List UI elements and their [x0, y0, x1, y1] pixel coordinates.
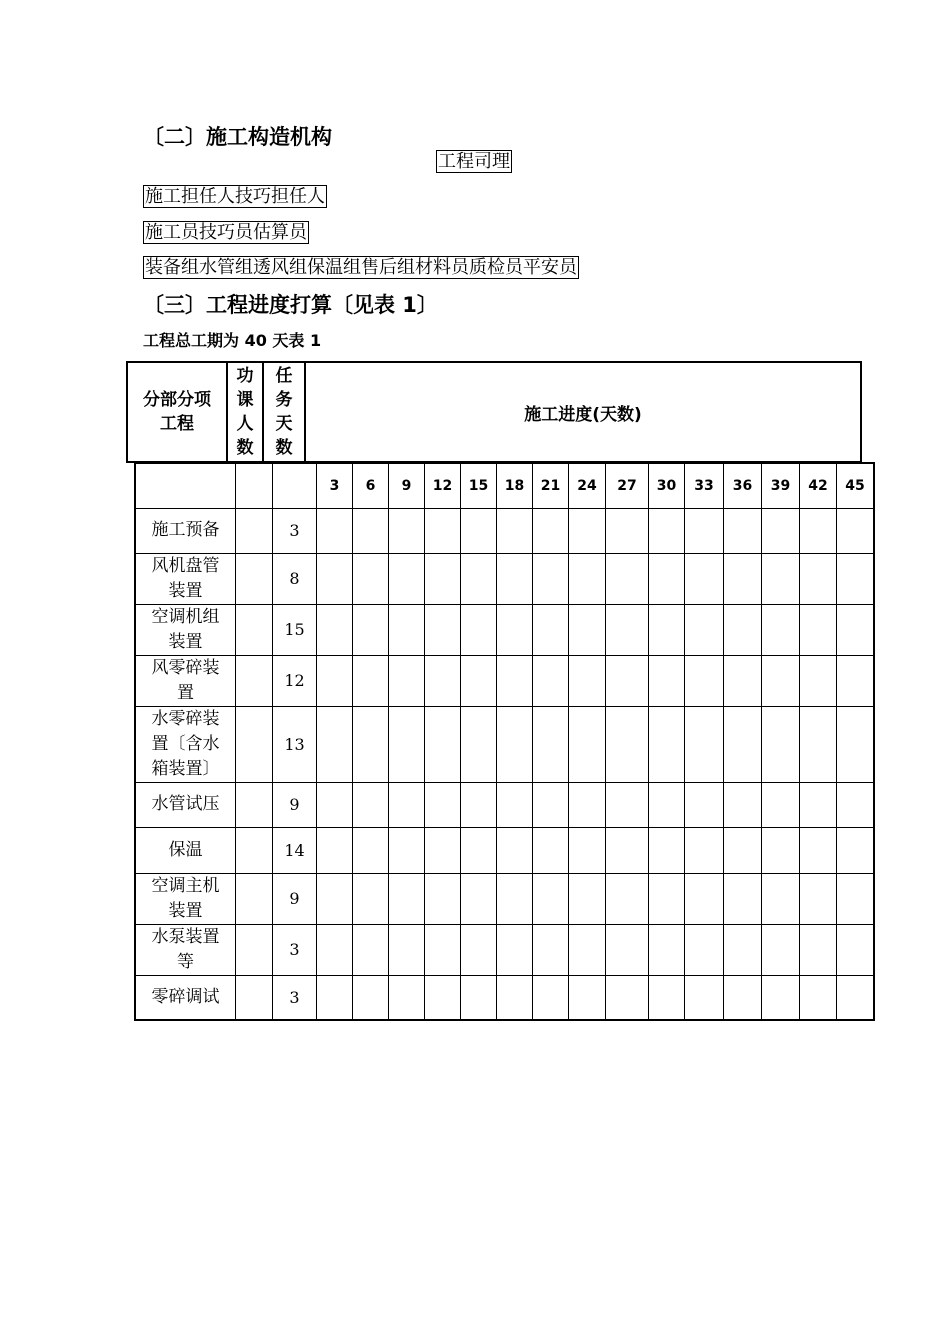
progress-cell [800, 655, 837, 706]
progress-cell [569, 508, 606, 553]
task-workers [236, 827, 273, 873]
progress-cell [685, 924, 724, 975]
table-row [135, 975, 874, 1020]
progress-cell [353, 827, 389, 873]
day-tick: 39 [762, 463, 800, 508]
progress-cell [461, 655, 497, 706]
progress-cell [762, 924, 800, 975]
progress-cell [497, 975, 533, 1020]
progress-cell [649, 604, 685, 655]
progress-cell [649, 706, 685, 782]
progress-cell [800, 782, 837, 827]
progress-cell [762, 706, 800, 782]
progress-cell [606, 706, 649, 782]
blank-cell [273, 463, 317, 508]
day-tick: 21 [533, 463, 569, 508]
progress-cell [762, 655, 800, 706]
progress-cell [606, 553, 649, 604]
progress-cell [762, 604, 800, 655]
progress-cell [353, 553, 389, 604]
day-tick: 3 [317, 463, 353, 508]
progress-cell [569, 975, 606, 1020]
progress-cell [837, 655, 875, 706]
progress-cell [569, 706, 606, 782]
progress-cell [497, 508, 533, 553]
task-days: 3 [273, 975, 317, 1020]
progress-cell [569, 782, 606, 827]
progress-cell [569, 553, 606, 604]
schedule-grid [134, 462, 875, 1021]
progress-cell [533, 655, 569, 706]
progress-cell [762, 508, 800, 553]
progress-cell [837, 975, 875, 1020]
progress-cell [425, 655, 461, 706]
org-row-leaders: 施工担任人技巧担任人 [145, 186, 325, 207]
progress-cell [389, 782, 425, 827]
task-days: 3 [273, 924, 317, 975]
task-workers [236, 924, 273, 975]
task-name: 水泵装置等 [135, 924, 236, 975]
task-days: 3 [273, 508, 317, 553]
progress-cell [724, 975, 762, 1020]
progress-cell [800, 553, 837, 604]
progress-cell [685, 508, 724, 553]
progress-cell [533, 975, 569, 1020]
progress-cell [724, 873, 762, 924]
progress-cell [353, 924, 389, 975]
task-days: 8 [273, 553, 317, 604]
progress-cell [569, 924, 606, 975]
progress-cell [461, 924, 497, 975]
day-tick: 6 [353, 463, 389, 508]
progress-cell [533, 924, 569, 975]
progress-cell [649, 782, 685, 827]
task-name: 空调机组装置 [135, 604, 236, 655]
progress-cell [425, 975, 461, 1020]
progress-cell [461, 873, 497, 924]
progress-cell [353, 706, 389, 782]
progress-cell [685, 553, 724, 604]
progress-cell [461, 553, 497, 604]
progress-cell [497, 924, 533, 975]
task-workers [236, 975, 273, 1020]
task-days: 9 [273, 873, 317, 924]
task-name: 空调主机装置 [135, 873, 236, 924]
table-row [135, 782, 874, 827]
progress-cell [389, 706, 425, 782]
progress-cell [837, 782, 875, 827]
progress-cell [569, 873, 606, 924]
progress-cell [353, 975, 389, 1020]
section-2-title: 〔二〕施工构造机构 [143, 125, 332, 149]
task-days: 15 [273, 604, 317, 655]
task-workers [236, 782, 273, 827]
progress-cell [724, 508, 762, 553]
task-workers [236, 655, 273, 706]
progress-cell [353, 508, 389, 553]
progress-cell [837, 873, 875, 924]
progress-cell [533, 782, 569, 827]
progress-cell [533, 706, 569, 782]
progress-cell [317, 782, 353, 827]
progress-cell [724, 604, 762, 655]
progress-cell [389, 553, 425, 604]
progress-cell [497, 706, 533, 782]
progress-cell [800, 924, 837, 975]
progress-cell [837, 604, 875, 655]
task-days: 9 [273, 782, 317, 827]
progress-cell [606, 827, 649, 873]
progress-cell [389, 924, 425, 975]
progress-cell [569, 827, 606, 873]
table-row [135, 827, 874, 873]
progress-cell [606, 655, 649, 706]
progress-cell [569, 604, 606, 655]
header-days: 任务天数 [263, 362, 305, 462]
progress-cell [497, 655, 533, 706]
org-project-manager: 工程司理 [438, 151, 510, 172]
progress-cell [533, 873, 569, 924]
progress-cell [317, 508, 353, 553]
day-tick: 36 [724, 463, 762, 508]
progress-cell [649, 827, 685, 873]
progress-cell [606, 873, 649, 924]
day-tick: 15 [461, 463, 497, 508]
progress-cell [461, 604, 497, 655]
progress-cell [461, 975, 497, 1020]
progress-cell [724, 706, 762, 782]
progress-cell [425, 604, 461, 655]
progress-cell [533, 604, 569, 655]
progress-cell [533, 827, 569, 873]
progress-cell [762, 975, 800, 1020]
progress-cell [724, 553, 762, 604]
progress-cell [685, 827, 724, 873]
tick-row [135, 463, 874, 508]
task-workers [236, 508, 273, 553]
progress-cell [389, 827, 425, 873]
progress-cell [425, 508, 461, 553]
task-days: 12 [273, 655, 317, 706]
progress-cell [353, 604, 389, 655]
progress-cell [317, 975, 353, 1020]
progress-cell [317, 827, 353, 873]
progress-cell [606, 782, 649, 827]
table-row [135, 873, 874, 924]
progress-cell [461, 827, 497, 873]
progress-cell [317, 706, 353, 782]
day-tick: 27 [606, 463, 649, 508]
progress-cell [497, 782, 533, 827]
progress-cell [461, 508, 497, 553]
task-name: 水管试压 [135, 782, 236, 827]
task-name: 风机盘管装置 [135, 553, 236, 604]
progress-cell [724, 924, 762, 975]
day-tick: 45 [837, 463, 875, 508]
progress-cell [425, 553, 461, 604]
progress-cell [533, 553, 569, 604]
blank-cell [135, 463, 236, 508]
day-tick: 18 [497, 463, 533, 508]
progress-cell [389, 655, 425, 706]
progress-cell [762, 553, 800, 604]
task-workers [236, 604, 273, 655]
progress-cell [685, 975, 724, 1020]
progress-cell [762, 827, 800, 873]
task-name: 零碎调试 [135, 975, 236, 1020]
progress-cell [800, 508, 837, 553]
progress-cell [389, 604, 425, 655]
progress-cell [317, 924, 353, 975]
blank-cell [236, 463, 273, 508]
day-tick: 9 [389, 463, 425, 508]
progress-cell [649, 508, 685, 553]
progress-cell [724, 782, 762, 827]
org-row-teams: 装备组水管组透风组保温组售后组材料员质检员平安员 [145, 257, 577, 278]
progress-cell [800, 827, 837, 873]
table-row [135, 508, 874, 553]
progress-cell [649, 655, 685, 706]
progress-cell [425, 873, 461, 924]
progress-cell [569, 655, 606, 706]
progress-cell [425, 924, 461, 975]
task-workers [236, 706, 273, 782]
progress-cell [317, 655, 353, 706]
progress-cell [425, 782, 461, 827]
section-3-title: 〔三〕工程进度打算〔见表 1〕 [143, 293, 438, 317]
progress-cell [649, 553, 685, 604]
progress-cell [389, 975, 425, 1020]
progress-cell [389, 508, 425, 553]
progress-cell [685, 706, 724, 782]
table-row [135, 655, 874, 706]
progress-cell [837, 508, 875, 553]
progress-cell [606, 508, 649, 553]
progress-cell [837, 553, 875, 604]
progress-cell [425, 706, 461, 782]
table-row [135, 706, 874, 782]
progress-cell [606, 604, 649, 655]
org-row-staff: 施工员技巧员估算员 [145, 222, 307, 243]
task-workers [236, 873, 273, 924]
progress-cell [800, 975, 837, 1020]
day-tick: 42 [800, 463, 837, 508]
progress-cell [724, 827, 762, 873]
table-row [135, 604, 874, 655]
progress-cell [649, 975, 685, 1020]
progress-cell [762, 782, 800, 827]
progress-cell [800, 706, 837, 782]
progress-cell [317, 553, 353, 604]
day-tick: 30 [649, 463, 685, 508]
progress-cell [724, 655, 762, 706]
header-progress: 施工进度(天数) [305, 362, 861, 462]
progress-cell [606, 975, 649, 1020]
task-name: 保温 [135, 827, 236, 873]
progress-cell [837, 924, 875, 975]
progress-cell [762, 873, 800, 924]
day-tick: 24 [569, 463, 606, 508]
progress-cell [497, 553, 533, 604]
progress-cell [353, 655, 389, 706]
day-tick: 12 [425, 463, 461, 508]
header-workers: 功课人数 [227, 362, 263, 462]
progress-cell [425, 827, 461, 873]
task-days: 13 [273, 706, 317, 782]
progress-cell [685, 655, 724, 706]
progress-cell [353, 873, 389, 924]
progress-cell [389, 873, 425, 924]
task-days: 14 [273, 827, 317, 873]
progress-cell [649, 873, 685, 924]
progress-cell [685, 782, 724, 827]
day-tick: 33 [685, 463, 724, 508]
task-name: 水零碎装置〔含水箱装置〕 [135, 706, 236, 782]
progress-cell [685, 604, 724, 655]
task-workers [236, 553, 273, 604]
schedule-header-table [126, 361, 862, 463]
progress-cell [317, 873, 353, 924]
header-item: 分部分项工程 [127, 362, 227, 462]
progress-cell [461, 706, 497, 782]
progress-cell [497, 827, 533, 873]
progress-cell [497, 873, 533, 924]
progress-cell [353, 782, 389, 827]
progress-cell [837, 706, 875, 782]
progress-cell [317, 604, 353, 655]
progress-cell [461, 782, 497, 827]
table-row [135, 553, 874, 604]
progress-cell [800, 604, 837, 655]
progress-cell [606, 924, 649, 975]
task-name: 风零碎装置 [135, 655, 236, 706]
progress-cell [533, 508, 569, 553]
progress-cell [685, 873, 724, 924]
table-caption: 工程总工期为 40 天表 1 [143, 331, 322, 350]
task-name: 施工预备 [135, 508, 236, 553]
progress-cell [497, 604, 533, 655]
progress-cell [649, 924, 685, 975]
progress-cell [837, 827, 875, 873]
progress-cell [800, 873, 837, 924]
table-row [135, 924, 874, 975]
